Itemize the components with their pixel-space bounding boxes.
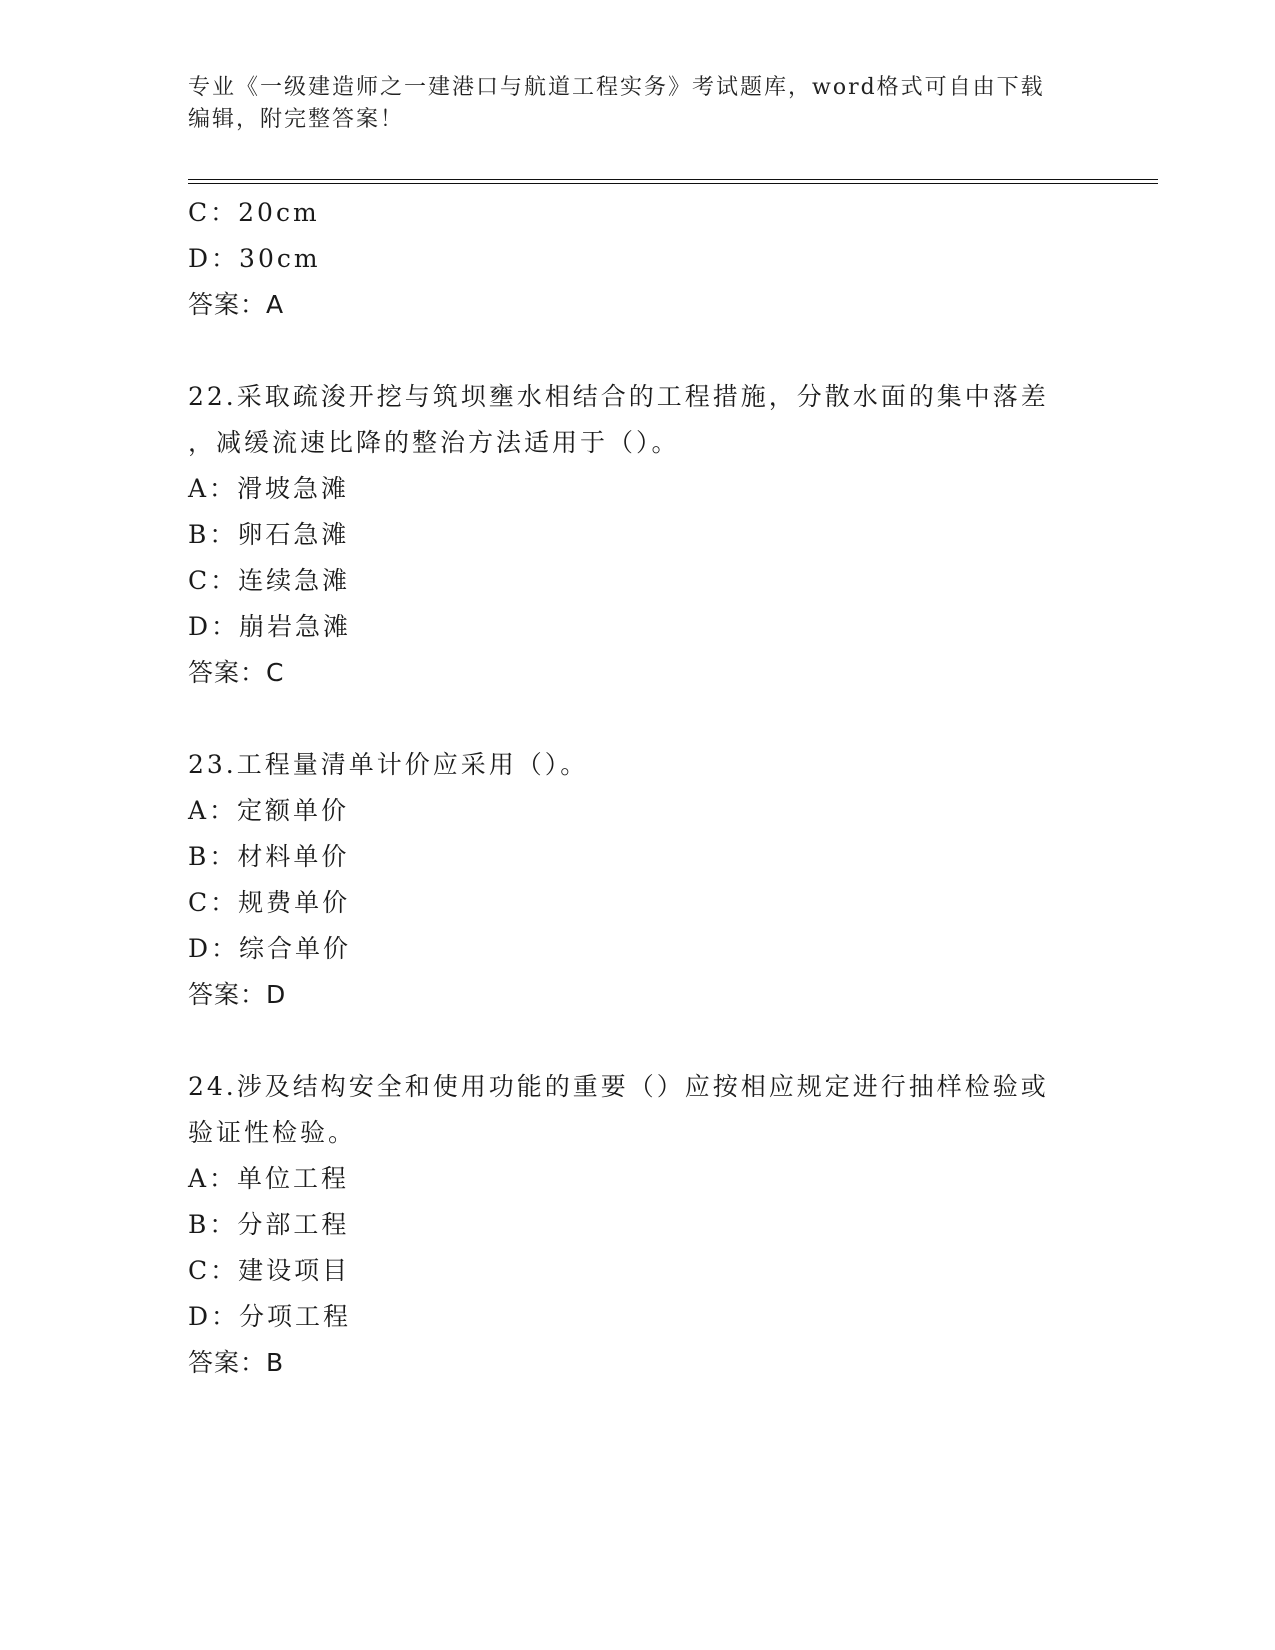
option-d: D：综合单价	[188, 934, 352, 963]
header-divider-bottom	[188, 183, 1158, 184]
option-d: D：崩岩急滩	[188, 612, 352, 641]
option-b: B：分部工程	[188, 1210, 350, 1239]
question-title: 22.采取疏浚开挖与筑坝壅水相结合的工程措施，分散水面的集中落差	[188, 382, 1049, 411]
header-line-1: 专业《一级建造师之一建港口与航道工程实务》考试题库，word格式可自由下载	[188, 75, 1045, 100]
option-b: B：卵石急滩	[188, 520, 350, 549]
answer-line: 答案：C	[188, 658, 285, 687]
question-list	[188, 190, 1088, 1386]
option-c: C：规费单价	[188, 888, 351, 917]
question-title: 23.工程量清单计价应采用（）。	[188, 750, 589, 779]
option-c: C：建设项目	[188, 1256, 351, 1285]
question-title-cont: ，减缓流速比降的整治方法适用于（）。	[188, 428, 680, 457]
option-d: D：分项工程	[188, 1302, 352, 1331]
answer-line: 答案：D	[188, 980, 287, 1009]
spacer	[188, 328, 1088, 374]
spacer	[188, 696, 1088, 742]
option-a: A：定额单价	[188, 796, 350, 825]
carryover-block	[188, 190, 1088, 328]
option-c: C：连续急滩	[188, 566, 351, 595]
option-a: A：单位工程	[188, 1164, 350, 1193]
document-header	[188, 72, 1088, 136]
question-title: 24.涉及结构安全和使用功能的重要（）应按相应规定进行抽样检验或	[188, 1072, 1049, 1101]
option-a: A：滑坡急滩	[188, 474, 350, 503]
option-c: C：20cm	[188, 198, 320, 227]
spacer	[188, 1018, 1088, 1064]
answer-line: 答案：B	[188, 1348, 285, 1377]
answer-line: 答案：A	[188, 290, 285, 319]
question-24	[188, 1064, 1088, 1386]
option-b: B：材料单价	[188, 842, 350, 871]
question-22	[188, 374, 1088, 696]
question-23	[188, 742, 1088, 1018]
header-divider-top	[188, 179, 1158, 180]
question-title-cont: 验证性检验。	[188, 1118, 357, 1147]
header-line-2: 编辑，附完整答案！	[188, 107, 405, 132]
option-d: D：30cm	[188, 244, 321, 273]
